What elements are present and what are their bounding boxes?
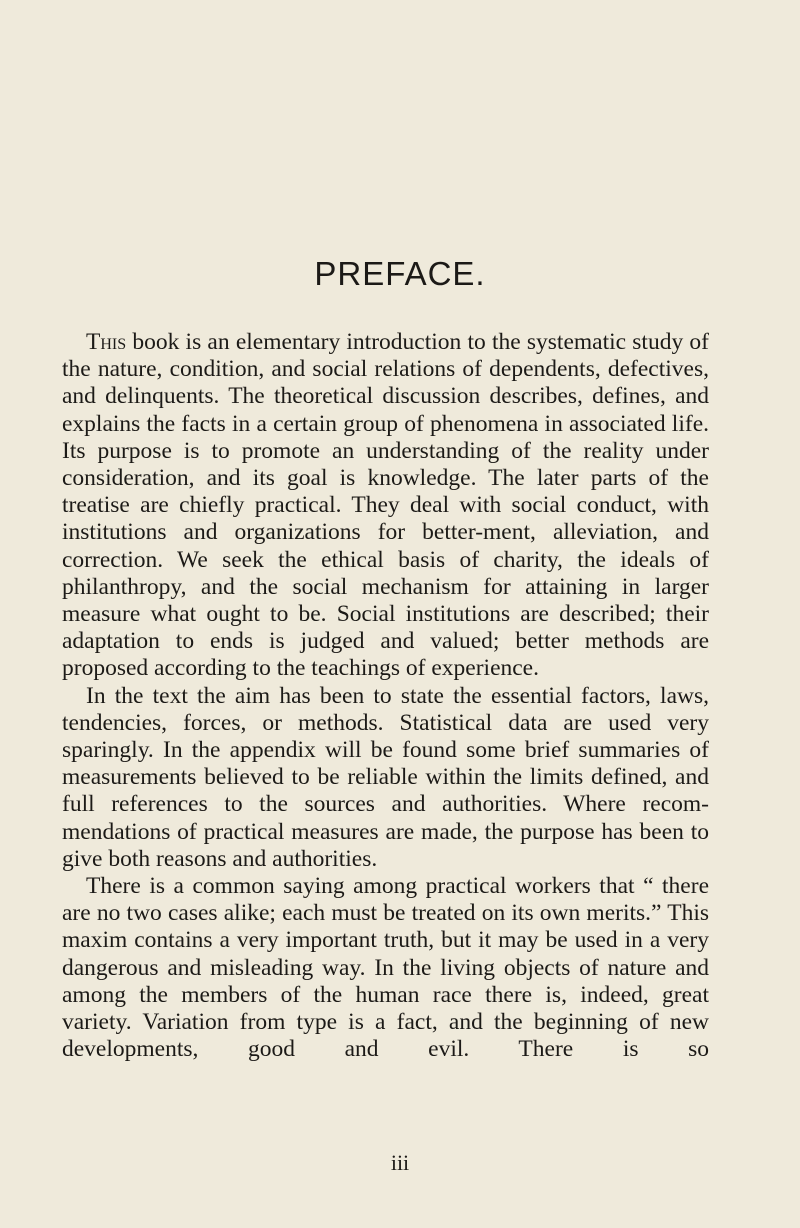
page-number: iii xyxy=(390,1150,410,1175)
paragraph-1 xyxy=(62,329,709,683)
preface-body xyxy=(62,329,709,1063)
paragraph-1-lead: This xyxy=(86,329,127,355)
paragraph-3 xyxy=(62,873,709,1063)
paragraph-2-text: In the text the aim has been to state the essential factors, laws, tendencies, forces, or methods. Statistical data are used very sparingly. In the appendix will be found some brief summaries of measurements believed to be reliable within the limits defined, and full references to the sources and authorities. Where recom-mendations of practical measures are made, the purpose has been to give both reasons and authorities. xyxy=(62,682,709,872)
paragraph-3-text: There is a common saying among practical workers that “ there are no two cases alike; each must be treated on its own merits.” This maxim contains a very important truth, but it may be used in a very dangerous and misleading way. In the living objects of nature and among the members of the human race there is, indeed, great variety. Variation from type is a fact, and the beginning of new developments, good and evil. There is so xyxy=(62,873,709,1063)
page-title: PREFACE. xyxy=(314,255,486,292)
paragraph-1-text: book is an elementary introduction to the systematic study of the nature, condition, and social relations of dependents, defectives, and delinquents. The theoretical discussion describes, defines, and explains the facts in a certain group of phenomena in associated life. Its purpose is to promote an understanding of the reality under consideration, and its goal is knowledge. The later parts of the treatise are chiefly practical. They deal with social conduct, with institutions and organizations for better-ment, alleviation, and correction. We seek the ethical basis of charity, the ideals of philanthropy, and the social mechanism for attaining in larger measure what ought to be. Social institutions are described; their adaptation to ends is judged and valued; better methods are proposed according to the teachings of experience. xyxy=(62,329,709,682)
paragraph-2 xyxy=(62,683,709,873)
